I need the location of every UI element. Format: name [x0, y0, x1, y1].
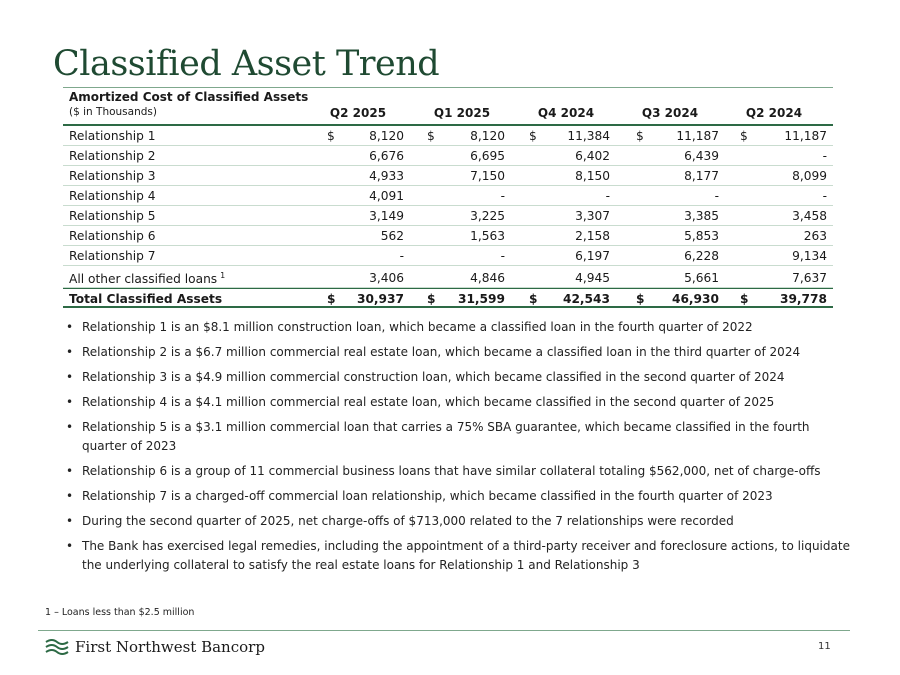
footnote-marker: 1	[220, 271, 226, 280]
bullet-item: • Relationship 1 is an $8.1 million construction loan, which became a classified loan in the fourth quarter of 2022	[64, 318, 854, 337]
row-label	[69, 249, 155, 263]
row-label-text: All other classified loans	[69, 272, 218, 287]
value-cell: 5,853	[684, 229, 719, 243]
row-label-text: Relationship 2	[69, 149, 156, 163]
value-cell: 5,661	[684, 271, 719, 285]
value-cell: 3,225	[470, 209, 505, 223]
currency-symbol: $	[740, 129, 748, 143]
classified-assets-table	[63, 89, 833, 308]
row-label	[69, 129, 155, 143]
value-cell: -	[822, 189, 827, 203]
table-row	[63, 206, 833, 226]
table-row	[63, 126, 833, 146]
value-cell: 3,307	[575, 209, 610, 223]
value-cell: -	[822, 149, 827, 163]
value-cell: 31,599	[457, 292, 505, 306]
value-cell: -	[605, 189, 610, 203]
value-cell: 6,439	[684, 149, 719, 163]
table-row	[63, 166, 833, 186]
value-cell: 6,197	[575, 249, 610, 263]
value-cell: 6,402	[575, 149, 610, 163]
footnote: 1 – Loans less than $2.5 million	[45, 607, 195, 618]
total-row	[63, 288, 833, 308]
row-label	[69, 169, 155, 183]
value-cell: 11,384	[567, 129, 610, 143]
title-divider	[63, 87, 833, 88]
value-cell: 3,406	[369, 271, 404, 285]
currency-symbol: $	[427, 129, 435, 143]
value-cell: 3,149	[369, 209, 404, 223]
currency-symbol: $	[327, 129, 335, 143]
currency-symbol: $	[636, 129, 644, 143]
bullet-item: • Relationship 3 is a $4.9 million commercial construction loan, which became classified in the second quarter of 2024	[64, 368, 854, 387]
table-body	[63, 126, 833, 308]
table-row	[63, 146, 833, 166]
value-cell: 562	[380, 229, 404, 243]
value-cell: -	[500, 189, 505, 203]
currency-symbol: $	[636, 292, 645, 306]
row-label	[69, 209, 155, 223]
bullet-item: • Relationship 5 is a $3.1 million commercial loan that carries a 75% SBA guarantee, which became classified in the fourth quarter of 2023	[64, 418, 854, 456]
value-cell: 11,187	[784, 129, 827, 143]
table-row	[63, 246, 833, 266]
currency-symbol: $	[529, 129, 537, 143]
row-label	[69, 292, 222, 306]
value-cell: 8,120	[470, 129, 505, 143]
value-cell: 6,228	[684, 249, 719, 263]
value-cell: -	[500, 249, 505, 263]
period-header: Q1 2025	[433, 106, 491, 120]
currency-symbol: $	[740, 292, 749, 306]
period-header: Q4 2024	[537, 106, 595, 120]
value-cell: 4,945	[575, 271, 610, 285]
value-cell: 11,187	[676, 129, 719, 143]
row-label	[69, 189, 155, 203]
bullet-item: • Relationship 2 is a $6.7 million commercial real estate loan, which became a classified loan in the third quarter of 2024	[64, 343, 854, 362]
bullet-item: • The Bank has exercised legal remedies, including the appointment of a third-party receiver and foreclosure actions, to liquidate the underlying collateral to satisfy the real estate loans for Relationship 1 and Relationship 3	[64, 537, 854, 575]
table-heading: Amortized Cost of Classified Assets	[69, 90, 309, 104]
wave-logo-icon	[45, 638, 69, 656]
value-cell: 8,099	[792, 169, 827, 183]
bullet-item: • Relationship 6 is a group of 11 commercial business loans that have similar collateral totaling $562,000, net of charge-offs	[64, 462, 854, 481]
value-cell: 9,134	[792, 249, 827, 263]
value-cell: 2,158	[575, 229, 610, 243]
value-cell: 42,543	[562, 292, 610, 306]
table-row	[63, 226, 833, 246]
value-cell: 4,846	[470, 271, 505, 285]
currency-symbol: $	[327, 292, 336, 306]
bullet-list	[64, 318, 854, 581]
value-cell: 263	[803, 229, 827, 243]
currency-symbol: $	[529, 292, 538, 306]
value-cell: 30,937	[356, 292, 404, 306]
row-label-text: Total Classified Assets	[69, 292, 223, 306]
value-cell: 4,933	[369, 169, 404, 183]
value-cell: 6,676	[369, 149, 404, 163]
row-label-text: Relationship 7	[69, 249, 156, 263]
table-row	[63, 266, 833, 288]
value-cell: -	[399, 249, 404, 263]
period-header: Q2 2025	[329, 106, 387, 120]
bullet-item: • Relationship 4 is a $4.1 million commercial real estate loan, which became classified in the second quarter of 2025	[64, 393, 854, 412]
value-cell: 7,637	[792, 271, 827, 285]
row-label-text: Relationship 3	[69, 169, 156, 183]
table-subheading: ($ in Thousands)	[69, 106, 157, 118]
value-cell: 8,120	[369, 129, 404, 143]
value-cell: 46,930	[671, 292, 719, 306]
row-label	[69, 229, 155, 243]
value-cell: 7,150	[470, 169, 505, 183]
period-header: Q2 2024	[745, 106, 803, 120]
row-label	[69, 149, 155, 163]
row-label-text: Relationship 1	[69, 129, 156, 143]
value-cell: 3,458	[792, 209, 827, 223]
period-header: Q3 2024	[641, 106, 699, 120]
value-cell: 39,778	[779, 292, 827, 306]
row-label-text: Relationship 5	[69, 209, 156, 223]
page-title: Classified Asset Trend	[53, 44, 440, 84]
page-number: 11	[818, 641, 831, 652]
row-label-text: Relationship 6	[69, 229, 156, 243]
row-label	[69, 271, 225, 286]
value-cell: 4,091	[369, 189, 404, 203]
footer-divider	[38, 630, 850, 631]
company-name: First Northwest Bancorp	[75, 638, 265, 656]
company-logo	[45, 638, 265, 656]
table-header-row-2	[63, 105, 833, 124]
row-label-text: Relationship 4	[69, 189, 156, 203]
value-cell: 1,563	[470, 229, 505, 243]
table-row	[63, 186, 833, 206]
value-cell: 8,177	[684, 169, 719, 183]
currency-symbol: $	[427, 292, 436, 306]
bullet-item: • Relationship 7 is a charged-off commercial loan relationship, which became classified in the fourth quarter of 2023	[64, 487, 854, 506]
value-cell: 6,695	[470, 149, 505, 163]
value-cell: 8,150	[575, 169, 610, 183]
value-cell: -	[714, 189, 719, 203]
value-cell: 3,385	[684, 209, 719, 223]
table-header-row-1	[63, 89, 833, 105]
bullet-item: • During the second quarter of 2025, net charge-offs of $713,000 related to the 7 relationships were recorded	[64, 512, 854, 531]
